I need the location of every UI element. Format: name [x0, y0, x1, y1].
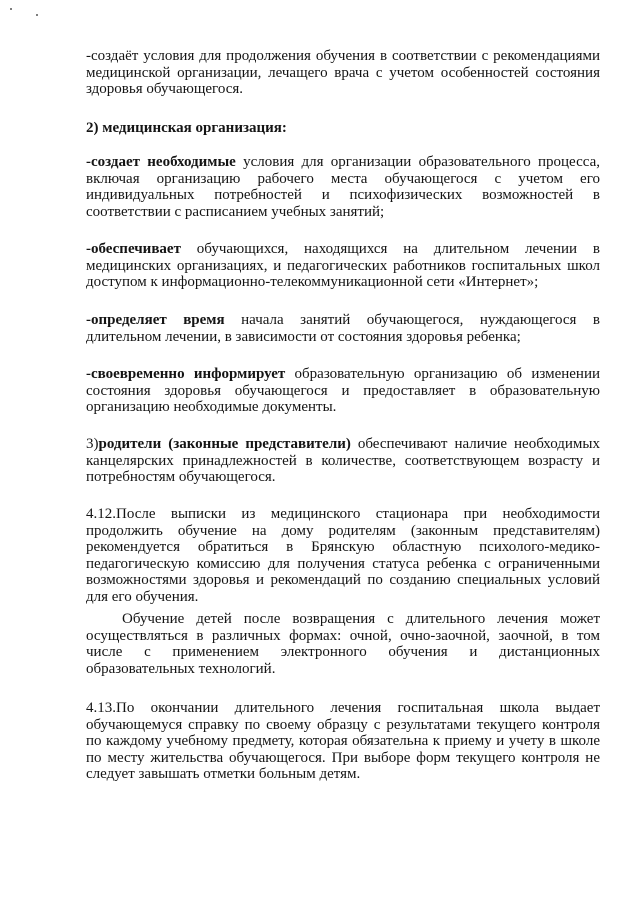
paragraph-determines-time	[86, 312, 600, 345]
paragraph-creates	[86, 154, 600, 220]
scan-speck	[36, 14, 38, 16]
paragraph-bold-lead: -создает необходимые	[86, 154, 236, 170]
paragraph-text: 4.12.После выписки из медицинского стационара при необходимости продолжить обучение на дому родителям (законным представителям) рекомендуется обратиться в Брянскую областную психолого-медико-педагогическую комиссию для получения статуса ребенка с ограниченными возможностями здоровья и рекомендаций по созданию специальных условий для его обучения.	[86, 506, 600, 605]
paragraph-informs	[86, 366, 600, 416]
paragraph-text: начала занятий обучающегося, нуждающегося в длительном лечении, в зависимости от состояния здоровья ребенка;	[86, 312, 600, 345]
paragraph-bold-lead: -своевременно информирует	[86, 366, 286, 382]
paragraph-provides	[86, 241, 600, 291]
paragraph-text: Обучение детей после возвращения с длительного лечения может осуществляться в различных формах: очной, очно-заочной, заочной, в том числе с применением электронного обучения и дистанционных образовательных технологий.	[86, 611, 600, 677]
paragraph-parents	[86, 436, 600, 486]
paragraph-4-12	[86, 506, 600, 605]
scan-speck	[10, 8, 12, 10]
paragraph-number: 3)	[86, 436, 99, 452]
paragraph-bold-lead: родители (законные представители)	[98, 436, 351, 452]
paragraph-4-13	[86, 700, 600, 783]
paragraph-text: -создаёт условия для продолжения обучения в соответствии с рекомендациями медицинской организации, лечащего врача с учетом особенностей состояния здоровья обучающегося.	[86, 48, 600, 97]
paragraph-text: 4.13.По окончании длительного лечения госпитальная школа выдает обучающемуся справку по своему образцу с результатами текущего контроля по каждому учебному предмету, которая обязательна к приему и учету в школе по месту жительства обучающегося. При выборе форм текущего контроля не следует завышать отметки больным детям.	[86, 700, 600, 782]
paragraph-text: условия для организации образовательного процесса, включая организацию рабочего места обучающегося с учетом его индивидуальных потребностей и психофизических возможностей в соответствии с расписанием учебных занятий;	[86, 154, 600, 220]
paragraph-text: обучающихся, находящихся на длительном лечении в медицинских организациях, и педагогических работников госпитальных школ доступом к информационно-телекоммуникационной сети «Интернет»;	[86, 241, 600, 290]
heading-medical-organization	[86, 120, 600, 137]
paragraph-conditions	[86, 48, 600, 98]
paragraph-bold-lead: -определяет время	[86, 312, 225, 328]
paragraph-text: образовательную организацию об изменении состояния здоровья обучающегося и предоставляет в образовательную организацию необходимые документы.	[86, 366, 600, 415]
paragraph-text: обеспечивают наличие необходимых канцелярских принадлежностей в количестве, соответствующем возрасту и потребностям обучающегося.	[86, 436, 600, 485]
paragraph-education-forms	[86, 611, 600, 677]
heading-text: 2) медицинская организация:	[86, 120, 287, 136]
paragraph-bold-lead: -обеспечивает	[86, 241, 181, 257]
